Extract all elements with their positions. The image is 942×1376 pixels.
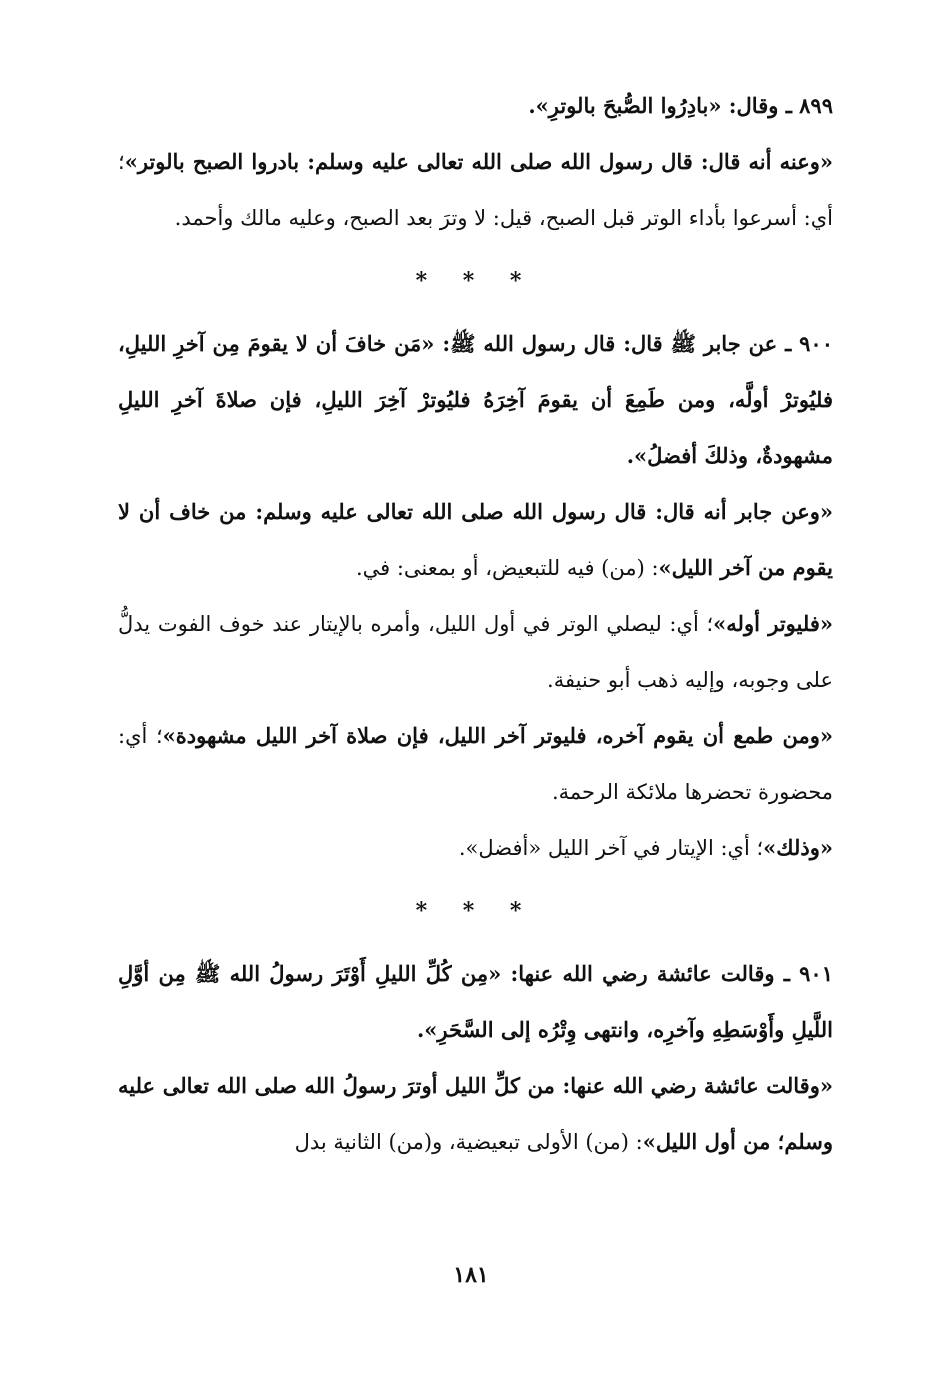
page-body: [118, 78, 833, 1170]
section-separator: * * *: [415, 268, 536, 294]
hadith-899-commentary: «وعنه أنه قال: قال رسول الله صلى الله تعالى عليه وسلم: بادروا الصبح بالوتر»؛ أي: أسرعوا بأداء الوتر قبل الصبح، قيل: لا وترَ بعد الصبح، وعليه مالك وأحمد.: [118, 149, 833, 230]
hadith-900-matn: ٩٠٠ ـ عن جابر ﷺ قال: قال رسول الله ﷺ: «مَن خافَ أن لا يقومَ مِن آخرِ الليلِ، فليُوترْ أولَّه، ومن طَمِعَ أن يقومَ آخِرَهُ فليُوترْ آخِرَ الليلِ، فإن صلاةَ آخرِ الليلِ مشهودةٌ، وذلكَ أفضلُ».: [118, 331, 833, 468]
hadith-901-commentary-1: «وقالت عائشة رضي الله عنها: من كلِّ الليل أوترَ رسولُ الله صلى الله تعالى عليه وسلم؛ من أول الليل»: (من) الأولى تبعيضية، و(من) الثانية بدل: [118, 1073, 833, 1154]
hadith-900-commentary-3: «ومن طمع أن يقوم آخره، فليوتر آخر الليل، فإن صلاة آخر الليل مشهودة»؛ أي: محضورة تحضرها ملائكة الرحمة.: [118, 723, 833, 804]
hadith-899-matn: ٨٩٩ ـ وقال: «بادِرُوا الصُّبحَ بالوترِ».: [528, 93, 833, 118]
section-separator: * * *: [415, 898, 536, 924]
hadith-901-matn: ٩٠١ ـ وقالت عائشة رضي الله عنها: «مِن كُلِّ الليلِ أَوْتَرَ رسولُ الله ﷺ مِن أوَّلِ اللَّيلِ وأَوْسَطِهِ وآخرِه، وانتهى وِتْرُه إلى السَّحَرِ».: [118, 961, 833, 1042]
page-number: ١٨١: [453, 1262, 489, 1288]
hadith-900-commentary-2: «فليوتر أوله»؛ أي: ليصلي الوتر في أول الليل، وأمره بالإيتار عند خوف الفوت يدلُّ على وجوبه، وإليه ذهب أبو حنيفة.: [118, 611, 833, 692]
hadith-900-commentary-1: «وعن جابر أنه قال: قال رسول الله صلى الله تعالى عليه وسلم: من خاف أن لا يقوم من آخر الليل»: (من) فيه للتبعيض، أو بمعنى: في.: [118, 499, 833, 580]
hadith-900-commentary-4: «وذلك»؛ أي: الإيتار في آخر الليل «أفضل».: [458, 835, 833, 860]
